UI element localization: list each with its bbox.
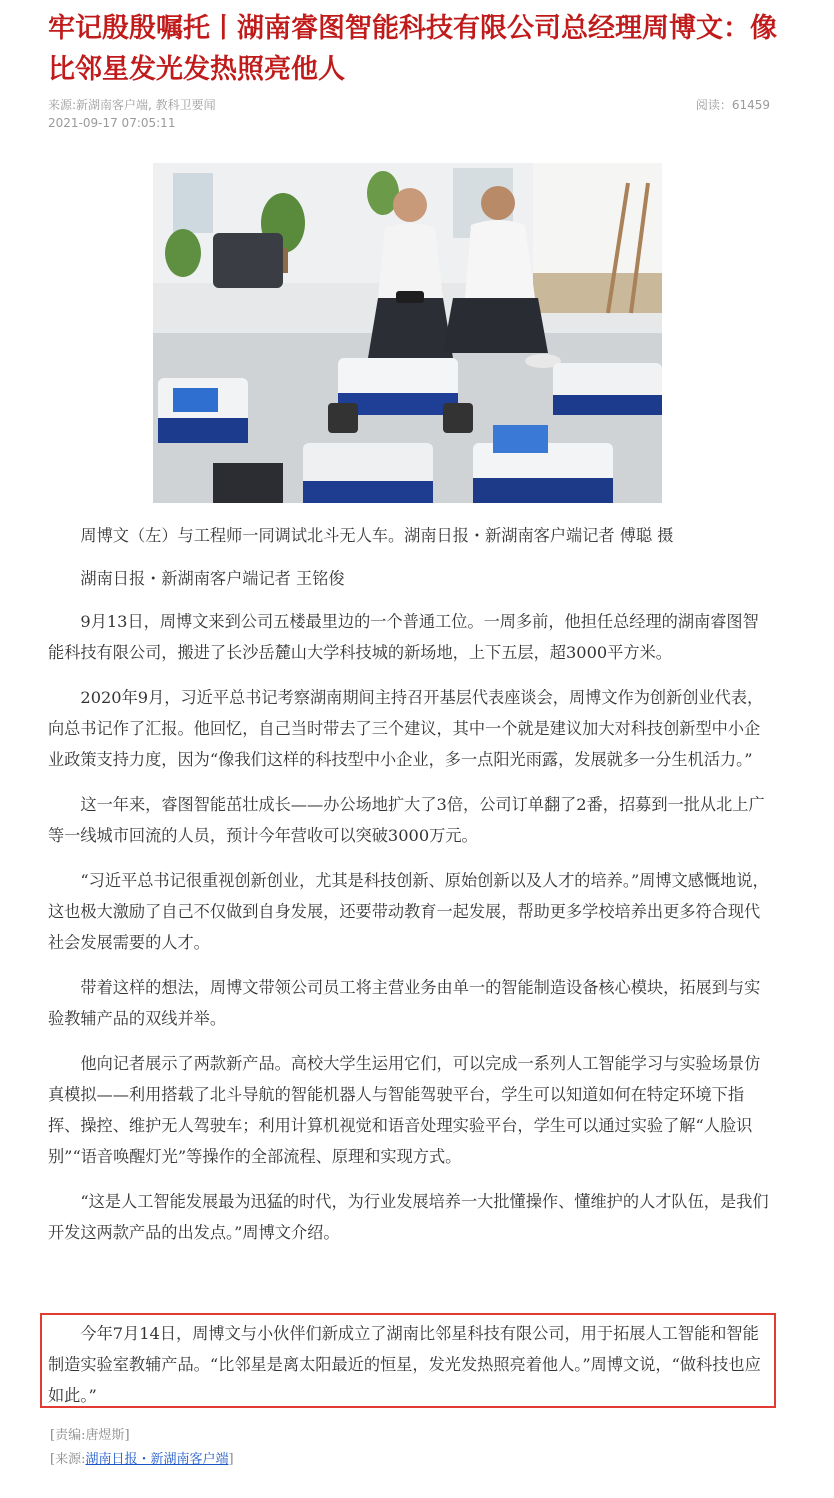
paragraph: 他向记者展示了两款新产品。高校大学生运用它们，可以完成一系列人工智能学习与实验场景仿真模拟——利用搭载了北斗导航的智能机器人与智能驾驶平台，学生可以知道如何在特定环境下指挥、操控、维护无人驾驶车；利用计算机视觉和语音处理实验平台，学生可以通过实验了解“人脸识别”“语音唤醒灯光”等操作的全部流程、原理和实现方式。 bbox=[48, 1054, 761, 1166]
highlight-box bbox=[40, 1313, 776, 1408]
byline: 湖南日报・新湖南客户端记者 王铭俊 bbox=[80, 569, 345, 588]
publish-datetime: 2021-09-17 07:05:11 bbox=[48, 116, 176, 130]
view-count: 阅读：61459 bbox=[695, 98, 770, 112]
article-body bbox=[48, 520, 772, 1262]
article-source: 来源:新湖南客户端, 教科卫要闻 bbox=[48, 98, 216, 112]
highlighted-paragraph: 今年7月14日，周博文与小伙伴们新成立了湖南比邻星科技有限公司，用于拓展人工智能和智能制造实验室教辅产品。“比邻星是离太阳最近的恒星，发光发热照亮着他人。”周博文说，“做科技也应如此。” bbox=[48, 1324, 761, 1405]
paragraph: 带着这样的想法，周博文带领公司员工将主营业务由单一的智能制造设备核心模块，拓展到与实验教辅产品的双线并举。 bbox=[48, 978, 761, 1028]
article-photo bbox=[153, 163, 662, 503]
source-suffix: ] bbox=[228, 1452, 234, 1467]
editor-credit: [责编:唐煜斯] bbox=[50, 1428, 130, 1443]
paragraph: 这一年来，睿图智能茁壮成长——办公场地扩大了3倍，公司订单翻了2番，招募到一批从北上广等一线城市回流的人员，预计今年营收可以突破3000万元。 bbox=[48, 795, 765, 845]
paragraph: 2020年9月，习近平总书记考察湖南期间主持召开基层代表座谈会，周博文作为创新创业代表，向总书记作了汇报。他回忆，自己当时带去了三个建议，其中一个就是建议加大对科技创新型中小企业政策支持力度，因为“像我们这样的科技型中小企业，多一点阳光雨露，发展就多一分生机活力。” bbox=[48, 688, 764, 769]
source-credit bbox=[50, 1448, 770, 1472]
article-meta bbox=[48, 96, 770, 132]
article-footer bbox=[50, 1424, 770, 1472]
paragraph: 9月13日，周博文来到公司五楼最里边的一个普通工位。一周多前，他担任总经理的湖南睿图智能科技有限公司，搬进了长沙岳麓山大学科技城的新场地，上下五层，超3000平方米。 bbox=[48, 612, 759, 662]
paragraph: “这是人工智能发展最为迅猛的时代，为行业发展培养一大批懂操作、懂维护的人才队伍，是我们开发这两款产品的出发点。”周博文介绍。 bbox=[48, 1192, 769, 1242]
source-prefix: [来源: bbox=[50, 1452, 86, 1467]
article-title: 牢记殷殷嘱托丨湖南睿图智能科技有限公司总经理周博文：像比邻星发光发热照亮他人 bbox=[48, 13, 777, 85]
photo-caption: 周博文（左）与工程师一同调试北斗无人车。湖南日报・新湖南客户端记者 傅聪 摄 bbox=[80, 526, 674, 545]
source-link[interactable]: 湖南日报・新湖南客户端 bbox=[85, 1452, 229, 1467]
paragraph: “习近平总书记很重视创新创业，尤其是科技创新、原始创新以及人才的培养。”周博文感慨地说，这也极大激励了自己不仅做到自身发展，还要带动教育一起发展，帮助更多学校培养出更多符合现代社会发展需要的人才。 bbox=[48, 871, 769, 952]
